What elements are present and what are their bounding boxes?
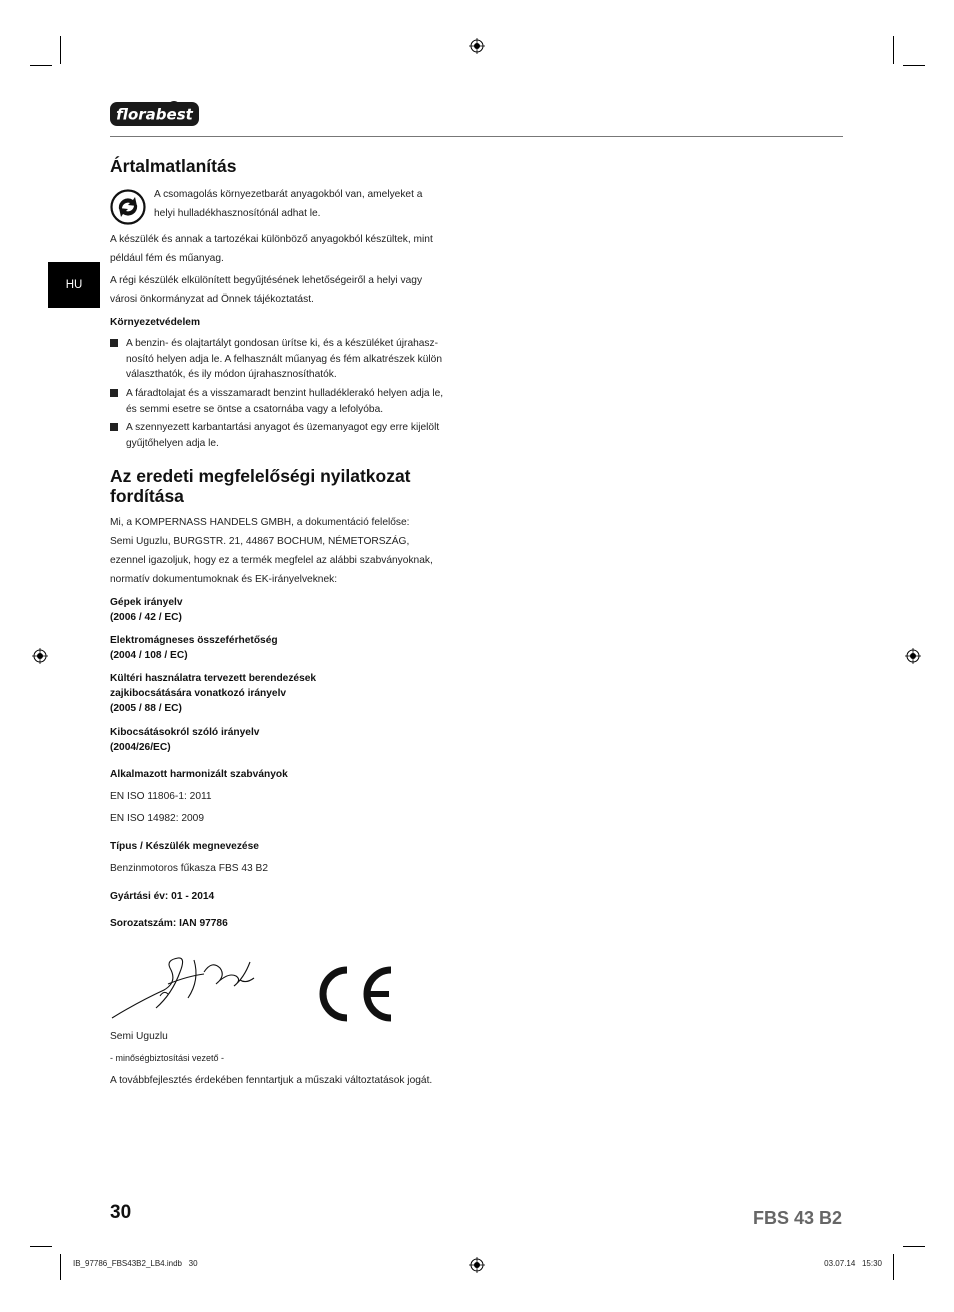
- crop-mark: [893, 36, 894, 64]
- text-line: Kibocsátásokról szóló irányelv: [110, 727, 260, 738]
- closing-note: A továbbfejlesztés érdekében fenntartjuk a műszaki változtatások jogát.: [110, 1075, 433, 1086]
- standard-item: EN ISO 14982: 2009: [110, 813, 205, 824]
- text-line: A csomagolás környezetbarát anyagokból van, amelyeket a: [154, 189, 423, 200]
- text-line: Elektromágneses összeférhetőség: [110, 635, 278, 646]
- ce-mark-icon: [311, 964, 395, 1024]
- bullet-square-icon: [110, 423, 118, 431]
- text-line: gyűjtőhelyen adja le.: [126, 437, 219, 449]
- text-line: és semmi esetre se öntse a csatornába vagy a lefolyóba.: [126, 403, 384, 415]
- text-line: Semi Uguzlu, BURGSTR. 21, 44867 BOCHUM, NÉMETORSZÁG,: [110, 536, 410, 547]
- text-line: választhatók, és ily módon újrahasznosíthatók.: [126, 369, 337, 380]
- signer-name: Semi Uguzlu: [110, 1031, 168, 1042]
- registration-mark-icon: [905, 648, 921, 664]
- text-line: zajkibocsátására vonatkozó irányelv: [110, 688, 287, 699]
- type-value: Benzinmotoros fűkasza FBS 43 B2: [110, 863, 268, 874]
- language-tab-label: HU: [65, 279, 83, 291]
- directive-emissions: [110, 725, 480, 755]
- subheading-type: Típus / Készülék megnevezése: [110, 841, 259, 852]
- paragraph: [110, 230, 480, 268]
- signer-role: - minőségbiztosítási vezető -: [110, 1053, 225, 1063]
- text-line: ezennel igazoljuk, hogy ez a termék megfelel az alábbi szabványoknak,: [110, 555, 433, 566]
- text-line: A szennyezett karbantartási anyagot és üzemanyagot egy erre kijelölt: [126, 422, 440, 433]
- registration-mark-icon: [32, 648, 48, 664]
- page-number: 30: [110, 1202, 132, 1223]
- crop-mark: [30, 65, 52, 66]
- svg-text:florabest: florabest: [116, 105, 193, 124]
- crop-mark: [893, 1254, 894, 1280]
- text-line: városi önkormányzat ad Önnek tájékoztatást.: [110, 294, 314, 305]
- section-title-declaration: [110, 466, 411, 506]
- subheading-standards: Alkalmazott harmonizált szabványok: [110, 769, 288, 780]
- header-rule: [110, 136, 843, 137]
- text-line: (2005 / 88 / EC): [110, 703, 182, 714]
- text-line: helyi hulladékhasznosítónál adhat le.: [154, 208, 321, 219]
- slug-file-info: IB_97786_FBS43B2_LB4.indb 30: [73, 1259, 198, 1268]
- text-line: A fáradtolajat és a visszamaradt benzint hulladéklerakó helyen adja le,: [126, 388, 444, 399]
- bullet-square-icon: [110, 339, 118, 347]
- crop-mark: [903, 1246, 925, 1247]
- florabest-logo: [109, 100, 200, 128]
- directive-emc: [110, 633, 480, 663]
- model-name: FBS 43 B2: [752, 1208, 842, 1228]
- subheading-environment: Környezetvédelem: [110, 317, 201, 328]
- bullet-square-icon: [110, 389, 118, 397]
- recycle-text: [154, 185, 474, 223]
- text-line: (2006 / 42 / EC): [110, 612, 182, 623]
- text-line: (2004 / 108 / EC): [110, 650, 188, 661]
- text-line: nosító helyen adja le. A felhasznált műanyag és fém alkatrészek külön: [126, 353, 443, 365]
- title-line: fordítása: [110, 486, 184, 506]
- text-line: A régi készülék elkülönített begyűjtésének lehetőségeiről a helyi vagy: [110, 275, 423, 286]
- directive-machinery: [110, 595, 480, 625]
- crop-mark: [60, 36, 61, 64]
- text-line: Gépek irányelv: [110, 597, 183, 608]
- section-title-disposal: Ártalmatlanítás: [110, 156, 237, 176]
- crop-mark: [60, 1254, 61, 1280]
- slug-date-info: 03.07.14 15:30: [824, 1259, 882, 1268]
- directive-noise: [110, 671, 480, 716]
- signature-image: [108, 950, 258, 1022]
- text-line: például fém és műanyag.: [110, 253, 224, 264]
- paragraph: [110, 271, 480, 309]
- text-line: Mi, a KOMPERNASS HANDELS GMBH, a dokumentáció felelőse:: [110, 517, 410, 528]
- registration-mark-icon: [469, 1257, 485, 1273]
- crop-mark: [30, 1246, 52, 1247]
- text-line: A készülék és annak a tartozékai különböző anyagokból készültek, mint: [110, 234, 433, 245]
- text-line: normatív dokumentumoknak és EK-irányelveknek:: [110, 574, 338, 585]
- declaration-intro: [110, 513, 480, 589]
- standard-item: EN ISO 11806-1: 2011: [110, 791, 212, 802]
- serial-number: Sorozatszám: IAN 97786: [110, 918, 228, 929]
- text-line: (2004/26/EC): [110, 742, 171, 753]
- text-line: A benzin- és olajtartályt gondosan ürítse ki, és a készüléket újrahasz-: [126, 338, 439, 349]
- title-line: Az eredeti megfelelőségi nyilatkozat: [110, 466, 411, 486]
- crop-mark: [903, 65, 925, 66]
- text-line: Kültéri használatra tervezett berendezések: [110, 673, 317, 684]
- manufacture-year: Gyártási év: 01 - 2014: [110, 891, 215, 902]
- language-tab: [48, 262, 100, 308]
- recycle-icon: [110, 189, 146, 225]
- registration-mark-icon: [469, 38, 485, 54]
